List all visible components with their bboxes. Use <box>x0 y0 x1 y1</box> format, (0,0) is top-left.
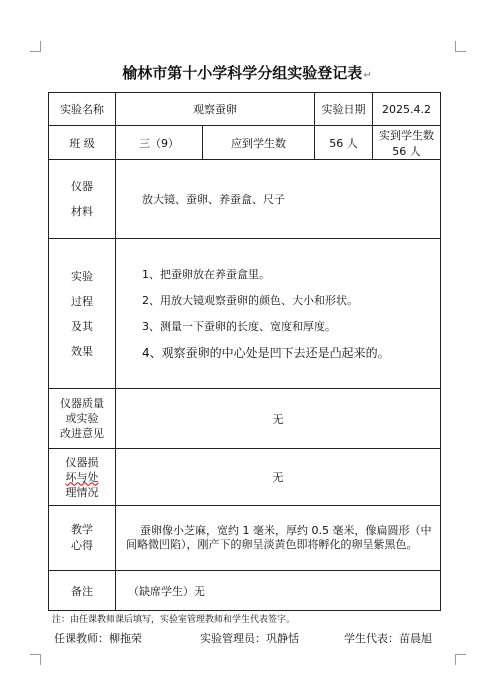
actual-count-label: 实到学生数 <box>379 128 434 142</box>
process-step-2: 2、用放大镜观察蚕卵的颜色、大小和形状。 <box>142 293 358 307</box>
crop-mark-top-right <box>455 41 466 52</box>
damage-label-line-3: 理情况 <box>65 485 99 499</box>
remarks-value[interactable]: （缺席学生）无 <box>116 571 441 611</box>
process-label-line-2: 过程 <box>71 294 93 308</box>
crop-mark-bottom-right <box>455 654 466 665</box>
teacher-signature[interactable]: 任课教师：柳拖荣 <box>54 632 142 645</box>
reflection-label-line-1: 教学 <box>71 523 93 536</box>
materials-label-line-2: 材料 <box>71 205 93 218</box>
process-step-1: 1、把蚕卵放在养蚕盒里。 <box>142 267 270 281</box>
materials-label <box>49 160 116 239</box>
process-label-line-3: 及其 <box>71 319 93 333</box>
quality-label-line-2: 或实验 <box>65 412 99 425</box>
reflection-value[interactable]: 蚕卵像小芝麻，宽约 1 毫米，厚约 0.5 毫米，像扁圆形（中间略微凹陷），刚产下的卵呈淡黄色即将孵化的卵呈紫黑色。 <box>116 506 441 571</box>
actual-count-cell <box>373 126 441 160</box>
experiment-date-value[interactable]: 2025.4.2 <box>373 93 441 126</box>
paragraph-mark: ↵ <box>363 70 372 81</box>
row-experiment-name <box>49 93 441 126</box>
lab-manager-signature[interactable]: 实验管理员：巩静恬 <box>200 632 299 645</box>
experiment-name-value[interactable]: 观察蚕卵 <box>116 93 315 126</box>
row-reflection <box>49 506 441 571</box>
process-step-3: 3、测量一下蚕卵的长度、宽度和厚度。 <box>142 319 336 333</box>
process-label-line-1: 实验 <box>71 269 93 283</box>
process-label-line-4: 效果 <box>71 344 93 358</box>
row-process <box>49 239 441 389</box>
registration-form-table <box>48 92 441 611</box>
actual-count-value[interactable]: 56 人 <box>392 144 421 158</box>
row-class <box>49 126 441 160</box>
damage-label-line-1: 仪器损 <box>65 455 99 469</box>
quality-label-line-3: 改进意见 <box>60 427 104 440</box>
reflection-label <box>49 506 116 571</box>
reflection-label-line-2: 心得 <box>71 539 93 552</box>
experiment-date-label: 实验日期 <box>315 93 373 126</box>
damage-label <box>49 449 116 506</box>
page-title <box>0 62 494 83</box>
footnote: 注：由任课教师课后填写，实验室管理教师和学生代表签字。 <box>52 615 296 625</box>
process-step-4: 4、观察蚕卵的中心处是凹下去还是凸起来的。 <box>142 345 390 360</box>
crop-mark-top-left <box>30 41 41 52</box>
experiment-name-label: 实验名称 <box>49 93 116 126</box>
expected-count-label: 应到学生数 <box>203 126 315 160</box>
class-value[interactable]: 三（9） <box>116 126 203 160</box>
damage-value[interactable]: 无 <box>116 449 441 506</box>
student-rep-signature[interactable]: 学生代表：苗晨旭 <box>344 632 432 645</box>
quality-label-line-1: 仪器质量 <box>60 397 104 410</box>
crop-mark-bottom-left <box>30 654 41 665</box>
remarks-label: 备注 <box>49 571 116 611</box>
process-label <box>49 239 116 389</box>
expected-count-value[interactable]: 56 人 <box>315 126 373 160</box>
title-text: 榆林市第十小学科学分组实验登记表 <box>122 64 363 82</box>
damage-label-line-2: 坏与处 <box>65 470 99 484</box>
class-label: 班 级 <box>49 126 116 160</box>
quality-value[interactable]: 无 <box>116 389 441 449</box>
process-steps[interactable] <box>116 239 441 389</box>
quality-label <box>49 389 116 449</box>
materials-value[interactable]: 放大镜、蚕卵、养蚕盒、尺子 <box>116 160 441 239</box>
row-quality <box>49 389 441 449</box>
row-materials <box>49 160 441 239</box>
row-damage <box>49 449 441 506</box>
materials-label-line-1: 仪器 <box>71 180 93 193</box>
row-remarks <box>49 571 441 611</box>
